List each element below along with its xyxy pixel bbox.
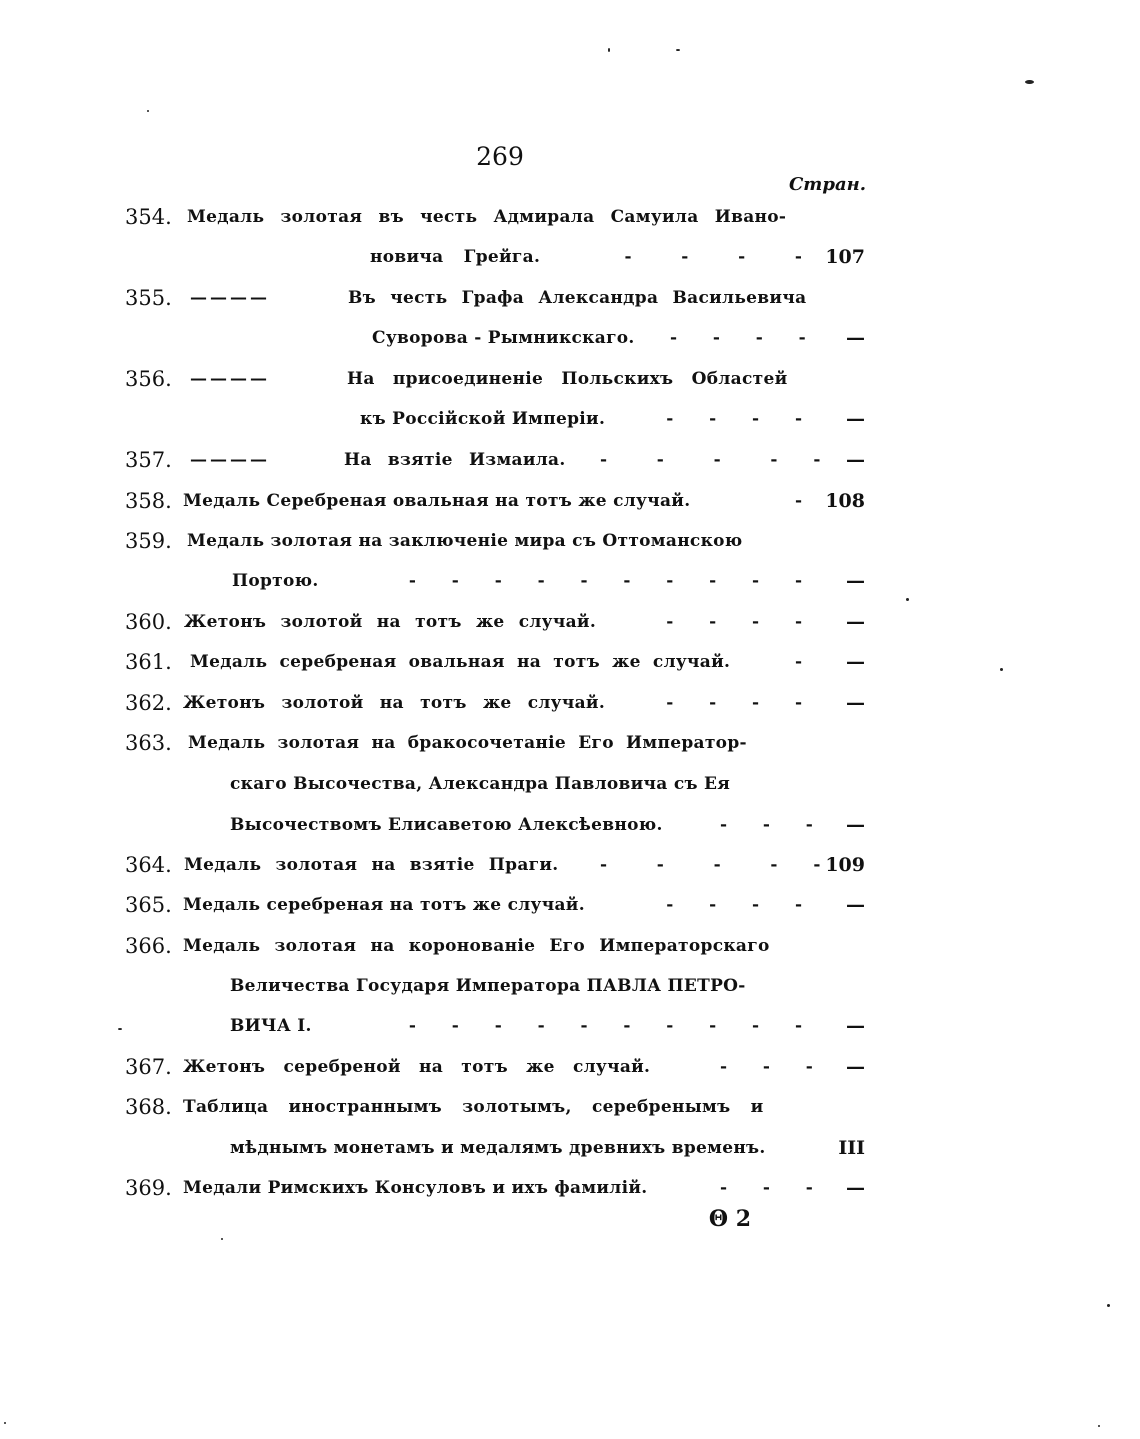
scan-speck bbox=[1098, 1425, 1100, 1427]
dot-leader: - - - - bbox=[670, 328, 814, 348]
entry-text: ВИЧА I. bbox=[230, 1016, 312, 1036]
dot-leader: - - - - bbox=[666, 409, 810, 429]
entry-text: Въ честь Графа Александра Васильевича bbox=[348, 288, 807, 308]
entry-line bbox=[0, 1168, 1140, 1208]
entry-text: Медали Римскихъ Консуловъ и ихъ фамилiй. bbox=[183, 1178, 648, 1198]
entry-number: 363. bbox=[125, 731, 172, 755]
entry-page-number: 108 bbox=[825, 490, 865, 512]
scan-speck bbox=[1025, 80, 1034, 84]
entry-line bbox=[0, 926, 1140, 966]
entry-number: 357. bbox=[125, 448, 172, 472]
entry-page-number: — bbox=[846, 692, 865, 714]
dot-leader: - - - - bbox=[666, 895, 810, 915]
entry-text: Таблица иностраннымъ золотымъ, серебренымъ и bbox=[183, 1097, 764, 1117]
entry-line bbox=[0, 1087, 1140, 1127]
dot-leader: - - - - - bbox=[600, 855, 829, 875]
dot-leader: - - - - bbox=[666, 693, 810, 713]
entry-line bbox=[0, 723, 1140, 763]
entry-line bbox=[0, 237, 1140, 277]
scan-speck bbox=[221, 1238, 223, 1240]
dot-leader: - - - - bbox=[666, 612, 810, 632]
entry-text: новича Грейга. bbox=[370, 247, 541, 267]
entry-text: Медаль золотая въ честь Адмирала Самуила Ивано- bbox=[187, 207, 787, 227]
entry-text: Портою. bbox=[232, 571, 319, 591]
entry-number: 367. bbox=[125, 1055, 172, 1079]
entry-page-number: — bbox=[846, 1177, 865, 1199]
entry-page-number: — bbox=[846, 651, 865, 673]
entry-page-number: — bbox=[846, 327, 865, 349]
dot-leader: - - - bbox=[720, 1057, 821, 1077]
entry-text: На присоединенiе Польскихъ Областей bbox=[347, 369, 788, 389]
dot-leader: - - - - - bbox=[600, 450, 829, 470]
scan-speck bbox=[1107, 1304, 1110, 1307]
entry-text: Медаль золотая на бракосочетанiе Его Император- bbox=[188, 733, 747, 753]
entry-text: Медаль золотая на взятiе Праги. bbox=[184, 855, 559, 875]
entry-line bbox=[0, 399, 1140, 439]
entry-text: Суворова - Рымникскаго. bbox=[372, 328, 635, 348]
entry-line bbox=[0, 845, 1140, 885]
column-header-pages: Стран. bbox=[788, 174, 866, 195]
dot-leader: - - - - - - - - - - bbox=[408, 1016, 810, 1036]
entry-line bbox=[0, 561, 1140, 601]
entry-line bbox=[0, 278, 1140, 318]
entry-number: 369. bbox=[125, 1176, 172, 1200]
entry-page-number: — bbox=[846, 449, 865, 471]
entry-number: 366. bbox=[125, 934, 172, 958]
dot-leader: - - - - bbox=[624, 247, 810, 267]
entry-page-number: — bbox=[846, 1056, 865, 1078]
entry-text: Величества Государя Императора ПАВЛА ПЕТРО- bbox=[230, 976, 746, 996]
entry-page-number: — bbox=[846, 894, 865, 916]
ditto-dashes: ———— bbox=[190, 369, 270, 389]
scan-speck bbox=[676, 49, 680, 51]
entry-text: мѣднымъ монетамъ и медалямъ древнихъ временъ. bbox=[230, 1138, 766, 1158]
entry-line bbox=[0, 683, 1140, 723]
entry-page-number: — bbox=[846, 1015, 865, 1037]
dot-leader: - - - bbox=[720, 1178, 821, 1198]
entry-text: Медаль золотая на заключенiе мира съ Оттоманскою bbox=[187, 531, 743, 551]
entry-number: 361. bbox=[125, 650, 172, 674]
scan-speck bbox=[608, 48, 610, 52]
entry-text: къ Россiйской Имперiи. bbox=[360, 409, 606, 429]
entry-number: 368. bbox=[125, 1095, 172, 1119]
entry-page-number: III bbox=[838, 1137, 865, 1159]
entry-text: Медаль серебреная на тотъ же случай. bbox=[183, 895, 585, 915]
entry-page-number: — bbox=[846, 611, 865, 633]
entry-text: Жетонъ золотой на тотъ же случай. bbox=[183, 693, 606, 713]
entry-number: 359. bbox=[125, 529, 172, 553]
entry-line bbox=[0, 318, 1140, 358]
ditto-dashes: ———— bbox=[190, 450, 270, 470]
entry-line bbox=[0, 764, 1140, 804]
entry-text: Высочествомъ Елисаветою Алексѣевною. bbox=[230, 815, 663, 835]
entry-page-number: 107 bbox=[825, 246, 865, 268]
dot-leader: - bbox=[794, 491, 810, 511]
entry-number: 354. bbox=[125, 205, 172, 229]
entry-number: 358. bbox=[125, 489, 172, 513]
entry-line bbox=[0, 197, 1140, 237]
entry-line bbox=[0, 440, 1140, 480]
entry-text: скаго Высочества, Александра Павловича съ Ея bbox=[230, 774, 731, 794]
page-number: 269 bbox=[476, 142, 524, 171]
entry-line bbox=[0, 359, 1140, 399]
entry-number: 362. bbox=[125, 691, 172, 715]
scan-speck bbox=[118, 1028, 122, 1030]
entry-number: 360. bbox=[125, 610, 172, 634]
dot-leader: - bbox=[794, 652, 810, 672]
entry-line bbox=[0, 885, 1140, 925]
entry-line bbox=[0, 602, 1140, 642]
entry-text: Медаль золотая на коронованiе Его Императорскаго bbox=[183, 936, 770, 956]
entry-page-number: — bbox=[846, 408, 865, 430]
dot-leader: - - - bbox=[720, 815, 821, 835]
entry-line bbox=[0, 481, 1140, 521]
entry-page-number: — bbox=[846, 570, 865, 592]
entry-line bbox=[0, 521, 1140, 561]
scan-speck bbox=[147, 110, 149, 112]
entry-text: Медаль Серебреная овальная на тотъ же случай. bbox=[183, 491, 691, 511]
entry-text: Жетонъ серебреной на тотъ же случай. bbox=[183, 1057, 651, 1077]
entry-number: 356. bbox=[125, 367, 172, 391]
entry-line bbox=[0, 1128, 1140, 1168]
dot-leader: - - - - - - - - - - bbox=[408, 571, 810, 591]
entry-text: Жетонъ золотой на тотъ же случай. bbox=[184, 612, 597, 632]
scan-speck bbox=[906, 598, 909, 601]
entry-number: 355. bbox=[125, 286, 172, 310]
ditto-dashes: ———— bbox=[190, 288, 270, 308]
entry-line bbox=[0, 966, 1140, 1006]
entry-line bbox=[0, 1047, 1140, 1087]
entry-number: 365. bbox=[125, 893, 172, 917]
entry-page-number: 109 bbox=[825, 854, 865, 876]
signature-mark: Θ 2 bbox=[708, 1206, 752, 1232]
entry-page-number: — bbox=[846, 814, 865, 836]
entry-line bbox=[0, 642, 1140, 682]
entry-line bbox=[0, 805, 1140, 845]
scan-speck bbox=[1000, 668, 1003, 671]
scan-speck bbox=[4, 1422, 6, 1424]
entry-line bbox=[0, 1006, 1140, 1046]
entry-number: 364. bbox=[125, 853, 172, 877]
entry-text: Медаль серебреная овальная на тотъ же случай. bbox=[190, 652, 731, 672]
entry-text: На взятiе Измаила. bbox=[344, 450, 566, 470]
